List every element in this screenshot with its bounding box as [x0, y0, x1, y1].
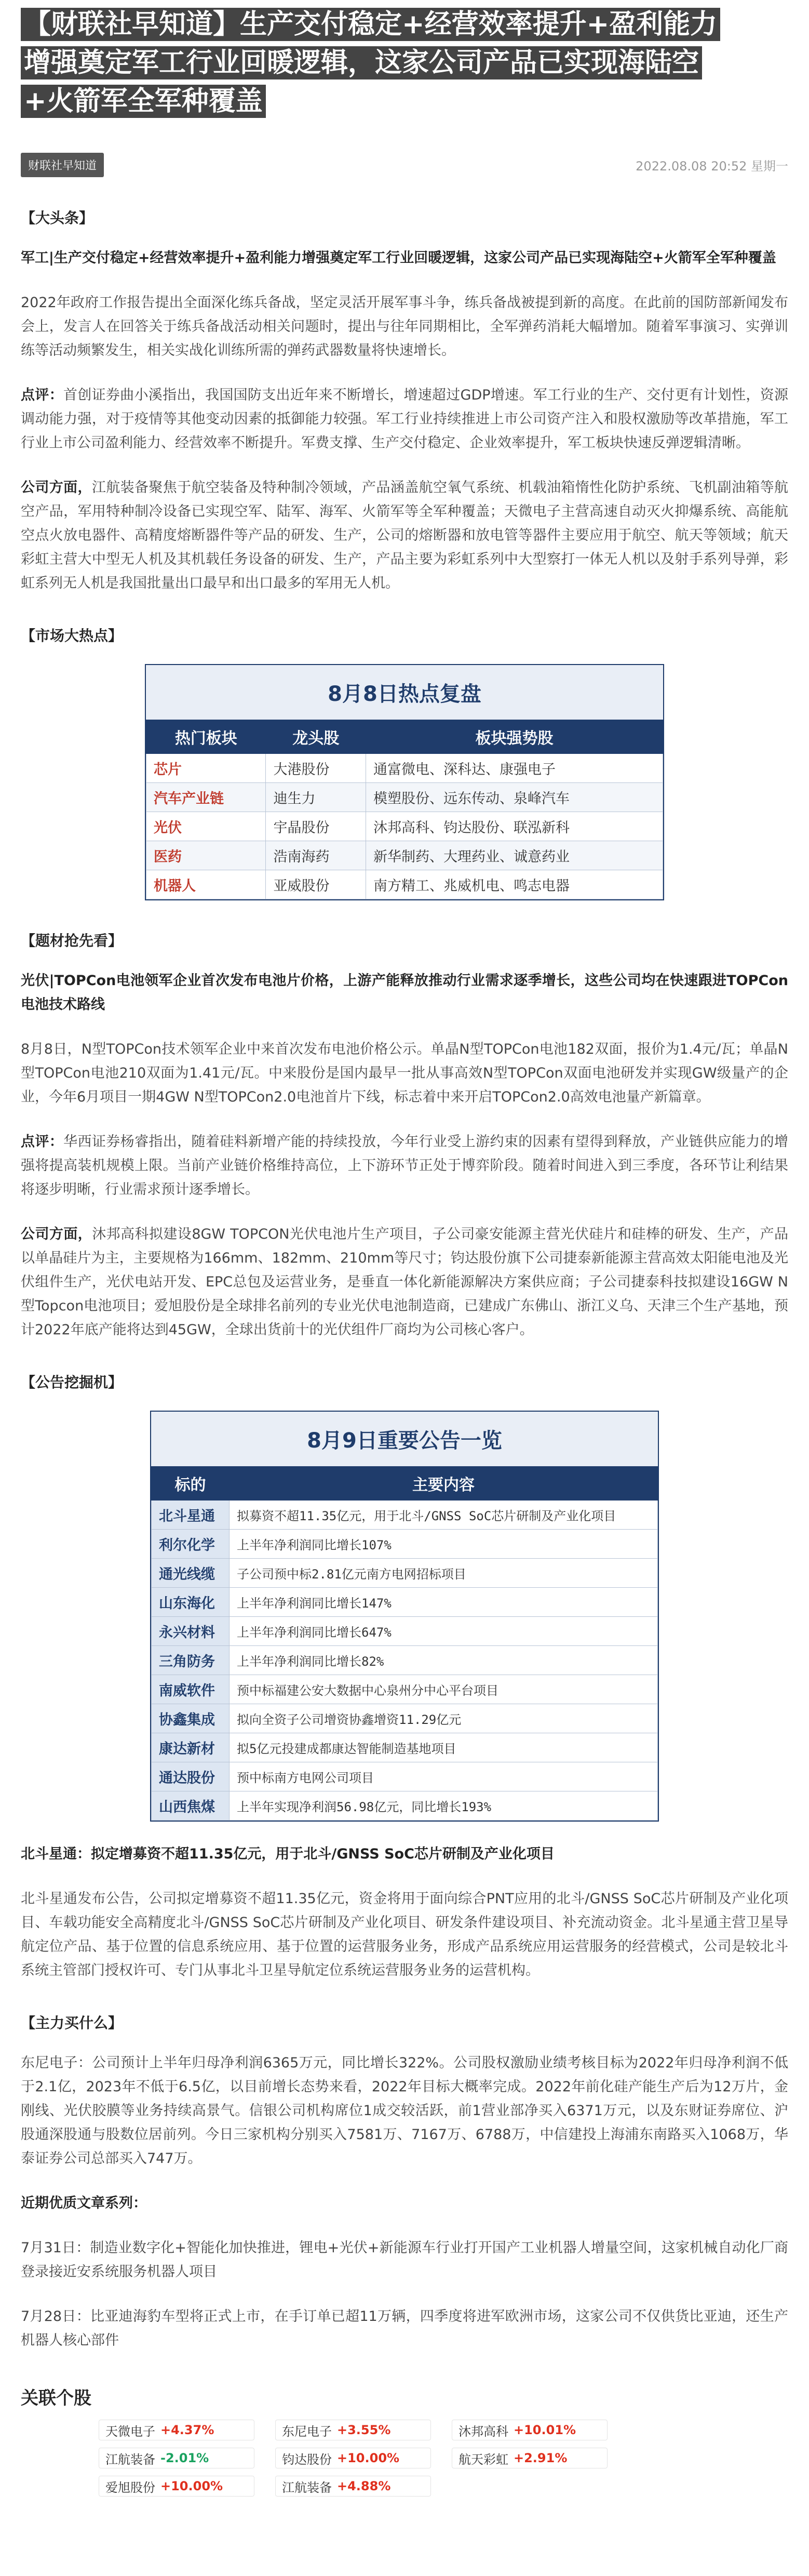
stock-change: +10.01% [514, 2423, 576, 2437]
stock-name-cell: 北斗星通 [152, 1501, 230, 1530]
stock-chip[interactable] [275, 2448, 431, 2468]
strong-stocks-cell: 沐邦高科、钧达股份、联泓新科 [366, 812, 663, 841]
article-title [21, 0, 788, 121]
announcement-content-cell: 子公司预中标2.81亿元南方电网招标项目 [230, 1559, 658, 1588]
related-stocks-grid [21, 2420, 788, 2497]
table-row [152, 1704, 658, 1733]
stock-chip[interactable] [275, 2420, 431, 2440]
recent-article-link[interactable]: 7月28日：比亚迪海豹车型将正式上市，在手订单已超11万辆，四季度将进军欧洲市场，这家公司不仅供货比亚迪，还生产机器人核心部件 [21, 2308, 788, 2348]
article-meta [21, 152, 788, 178]
section-heading-topic: 【题材抢先看】 [21, 932, 123, 949]
stock-name-cell: 永兴材料 [152, 1617, 230, 1646]
table-row [152, 1646, 658, 1675]
table-row [146, 812, 663, 841]
stock-name-cell: 山东海化 [152, 1588, 230, 1617]
title-line-1: 【财联社早知道】生产交付稳定+经营效率提升+盈利能力 [21, 8, 720, 41]
stock-name: 钧达股份 [282, 2452, 332, 2467]
stock-name-cell: 利尔化学 [152, 1530, 230, 1559]
announcement-content-cell: 上半年净利润同比增长82% [230, 1646, 658, 1675]
announcement-content-cell: 拟5亿元投建成都康达智能制造基地项目 [230, 1733, 658, 1762]
table-row [152, 1501, 658, 1530]
stock-name-cell: 康达新材 [152, 1733, 230, 1762]
comment-label: 点评： [21, 1134, 64, 1150]
announcement-lead: 北斗星通：拟定增募资不超11.35亿元，用于北斗/GNSS SoC芯片研制及产业化项目 [21, 1846, 555, 1862]
recent-articles-heading: 近期优质文章系列： [21, 2195, 147, 2211]
stock-name-cell: 山西焦煤 [152, 1791, 230, 1821]
stock-name-cell: 协鑫集成 [152, 1704, 230, 1733]
stock-name-cell: 三角防务 [152, 1646, 230, 1675]
stock-name: 江航装备 [105, 2452, 155, 2467]
stock-change: +10.00% [160, 2479, 223, 2493]
table-row [152, 1617, 658, 1646]
topic-company [21, 1223, 788, 1342]
table-row [152, 1530, 658, 1559]
stock-chip[interactable] [275, 2476, 431, 2497]
company-label: 公司方面， [21, 1226, 92, 1242]
comment-text: 首创证券曲小溪指出，我国国防支出近年来不断增长，增速超过GDP增速。军工行业的生产、交付更有计划性，资源调动能力强，对于疫情等其他变动因素的抵御能力较强。军工行业持续推进上市公司资产注入和股权激励等改革措施，军工行业上市公司盈利能力、经营效率不断提升。军费支撑、生产交付稳定、企业效率提升，军工板块快速反弹逻辑清晰。 [21, 387, 789, 451]
comment-label: 点评： [21, 387, 63, 403]
strong-stocks-cell: 新华制药、大理药业、诚意药业 [366, 841, 663, 870]
stock-chip[interactable] [452, 2448, 608, 2468]
stock-name: 航天彩虹 [459, 2452, 508, 2467]
announcement-content-cell: 上半年净利润同比增长147% [230, 1588, 658, 1617]
comment-text: 华西证券杨睿指出，随着硅料新增产能的持续投放，今年行业受上游约束的因素有望得到释放，产业链供应能力的增强将提高装机规模上限。当前产业链价格维持高位，上下游环节正处于博弈阶段。随着时间进入到三季度，各环节让利结果将逐步明晰，行业需求预计逐季增长。 [21, 1134, 789, 1198]
strong-stocks-cell: 通富微电、深科达、康强电子 [366, 754, 663, 783]
hot-col-header: 龙头股 [266, 720, 366, 754]
stock-change: +4.37% [160, 2423, 214, 2437]
hot-table-title: 8月8日热点复盘 [146, 665, 663, 720]
strong-stocks-cell: 模塑股份、远东传动、泉峰汽车 [366, 783, 663, 812]
hot-sector-cell: 光伏 [146, 812, 266, 841]
recent-article-link[interactable]: 7月31日：制造业数字化+智能化加快推进，锂电+光伏+新能源车行业打开国产工业机器人增量空间，这家机械自动化厂商登录接近安系统服务机器人项目 [21, 2240, 788, 2280]
topic-lead: 光伏|TOPCon电池领军企业首次发布电池片价格，上游产能释放推动行业需求逐季增长，这些公司均在快速跟进TOPCon电池技术路线 [21, 973, 788, 1013]
stock-name-cell: 通光线缆 [152, 1559, 230, 1588]
table-row [146, 783, 663, 812]
company-text: 沐邦高科拟建设8GW TOPCON光伏电池片生产项目，子公司豪安能源主营光伏硅片和硅棒的研发、生产，产品以单晶硅片为主，主要规格为166mm、182mm、210mm等尺寸；钧达股份旗下公司捷泰新能源主营高效太阳能电池及光伏组件生产，光伏电站开发、EPC总包及运营业务，是垂直一体化新能源解决方案供应商；子公司捷泰科技拟建设16GW N型Topcon电池项目；爱旭股份是全球排名前列的专业光伏电池制造商，已建成广东佛山、浙江义乌、天津三个生产基地，预计2022年底产能将达到45GW，全球出货前十的光伏组件厂商均为公司核心客户。 [21, 1226, 788, 1338]
leader-stock-cell: 大港股份 [266, 754, 366, 783]
stock-chip[interactable] [452, 2420, 608, 2440]
topic-paragraph: 8月8日，N型TOPCon技术领军企业中来首次发布电池价格公示。单晶N型TOPCon电池182双面，报价为1.4元/瓦；单晶N型TOPCon电池210双面为1.41元/瓦。中来股份是国内最早一批从事高效N型TOPCon双面电池研发并实现GW级量产的企业，今年6月项目一期4GW N型TOPCon2.0电池首片下线，标志着中来开启TOPCon2.0高效电池量产新篇章。 [21, 1041, 788, 1105]
hot-sector-cell: 机器人 [146, 870, 266, 899]
stock-chip[interactable] [99, 2420, 254, 2440]
company-text: 江航装备聚焦于航空装备及特种制冷领域，产品涵盖航空氧气系统、机载油箱惰性化防护系统、飞机副油箱等航空产品，军用特种制冷设备已实现空军、陆军、海军、火箭军等全军种覆盖；天微电子主营高速自动灭火抑爆系统、高能航空点火放电器件、高精度熔断器件等产品的研发、生产，公司的熔断器和放电管等器件主要应用于航空、航天等领域；航天彩虹主营大中型无人机及其机载任务设备的研发、生产，产品主要为彩虹系列中大型察打一体无人机以及射手系列导弹，彩虹系列无人机是我国批量出口最早和出口最多的军用无人机。 [21, 480, 789, 591]
publish-datetime: 2022.08.08 20:52 星期一 [636, 158, 788, 174]
table-row [146, 754, 663, 783]
stock-change: +4.88% [337, 2479, 391, 2493]
stock-name: 江航装备 [282, 2480, 332, 2495]
announcement-content-cell: 预中标福建公安大数据中心泉州分中心平台项目 [230, 1675, 658, 1704]
headline-comment [21, 383, 788, 455]
stock-change: +10.00% [337, 2451, 400, 2465]
announcement-content-cell: 拟募资不超11.35亿元，用于北斗/GNSS SoC芯片研制及产业化项目 [230, 1501, 658, 1530]
section-heading-announcement: 【公告挖掘机】 [21, 1374, 123, 1391]
table-row [152, 1733, 658, 1762]
announcement-table-title: 8月9日重要公告一览 [151, 1412, 658, 1466]
stock-chip[interactable] [99, 2448, 254, 2468]
table-row [146, 870, 663, 899]
announcement-content-cell: 上半年净利润同比增长647% [230, 1617, 658, 1646]
section-heading-market: 【市场大热点】 [21, 627, 123, 644]
company-label: 公司方面， [21, 480, 92, 496]
leader-stock-cell: 宇晶股份 [266, 812, 366, 841]
topic-comment [21, 1130, 788, 1202]
table-row [152, 1762, 658, 1791]
headline-lead: 军工|生产交付稳定+经营效率提升+盈利能力增强奠定军工行业回暖逻辑，这家公司产品已实现海陆空+火箭军全军种覆盖 [21, 250, 776, 266]
table-row [152, 1559, 658, 1588]
title-line-2: 增强奠定军工行业回暖逻辑，这家公司产品已实现海陆空 [21, 46, 702, 79]
strong-stocks-cell: 南方精工、兆威机电、鸣志电器 [366, 870, 663, 899]
announcement-content-cell: 上半年实现净利润56.98亿元，同比增长193% [230, 1791, 658, 1821]
title-line-3: +火箭军全军种覆盖 [21, 85, 266, 118]
announcement-content-cell: 上半年净利润同比增长107% [230, 1530, 658, 1559]
stock-name: 东尼电子 [282, 2424, 332, 2439]
hot-col-header: 板块强势股 [366, 720, 663, 754]
stock-name: 爱旭股份 [105, 2480, 155, 2495]
leader-stock-cell: 浩南海药 [266, 841, 366, 870]
hot-sector-cell: 医药 [146, 841, 266, 870]
ann-col-header: 标的 [152, 1467, 230, 1501]
stock-name-cell: 通达股份 [152, 1762, 230, 1791]
section-heading-headline: 【大头条】 [21, 209, 94, 227]
hot-sector-cell: 芯片 [146, 754, 266, 783]
column-tag[interactable]: 财联社早知道 [21, 153, 104, 177]
announcement-paragraph: 北斗星通发布公告，公司拟定增募资不超11.35亿元，资金将用于面向综合PNT应用的北斗/GNSS SoC芯片研制及产业化项目、车载功能安全高精度北斗/GNSS SoC芯片研制及产业化项目、研发条件建设项目、补充流动资金。北斗星通主营卫星导航定位产品、基于位置的信息系统应用、基于位置的运营服务业务，形成产品系统应用运营服务的经营模式，公司是较北斗系统主管部门授权许可、专门从事北斗卫星导航定位系统运营服务业务的运营机构。 [21, 1891, 788, 1979]
hot-sector-table [145, 664, 664, 900]
stock-change: +3.55% [337, 2423, 391, 2437]
stock-chip[interactable] [99, 2476, 254, 2497]
headline-company [21, 476, 788, 595]
related-stocks [21, 2384, 788, 2517]
hot-col-header: 热门板块 [146, 720, 266, 754]
table-row [152, 1588, 658, 1617]
stock-name: 沐邦高科 [459, 2424, 508, 2439]
section-heading-buy: 【主力买什么】 [21, 2014, 123, 2031]
hot-sector-cell: 汽车产业链 [146, 783, 266, 812]
table-row [152, 1675, 658, 1704]
announcement-table [150, 1411, 659, 1822]
announcement-content-cell: 拟向全资子公司增资协鑫增资11.29亿元 [230, 1704, 658, 1733]
stock-name-cell: 南威软件 [152, 1675, 230, 1704]
stock-change: -2.01% [160, 2451, 209, 2465]
related-stocks-title: 关联个股 [21, 2388, 91, 2409]
headline-paragraph: 2022年政府工作报告提出全面深化练兵备战，坚定灵活开展军事斗争，练兵备战被提到新的高度。在此前的国防部新闻发布会上，发言人在回答关于练兵备战活动相关问题时，提出与往年同期相比，全军弹药消耗大幅增加。随着军事演习、实弹训练等活动频繁发生，相关实战化训练所需的弹药武器数量将快速增长。 [21, 295, 788, 358]
stock-name: 天微电子 [105, 2424, 155, 2439]
stock-change: +2.91% [514, 2451, 568, 2465]
buy-paragraph: 东尼电子：公司预计上半年归母净利润6365万元，同比增长322%。公司股权激励业绩考核目标为2022年归母净利润不低于2.1亿，2023年不低于6.5亿，以目前增长态势来看，2022年目标大概率完成。2022年前化硅产能生产后为12万片，金刚线、光伏胶膜等业务持续高景气。信银公司机构席位1成交较活跃，前1营业部净买入6371万元，以及东财证券席位、沪股通深股通与股数位居前列。今日三家机构分别买入7581万、7167万、6788万，中信建投上海浦东南路买入1068万，华泰证券公司总部买入747万。 [21, 2055, 788, 2167]
table-row [146, 841, 663, 870]
ann-col-header: 主要内容 [230, 1467, 658, 1501]
leader-stock-cell: 迪生力 [266, 783, 366, 812]
table-row [152, 1791, 658, 1821]
leader-stock-cell: 亚威股份 [266, 870, 366, 899]
announcement-content-cell: 预中标南方电网公司项目 [230, 1762, 658, 1791]
